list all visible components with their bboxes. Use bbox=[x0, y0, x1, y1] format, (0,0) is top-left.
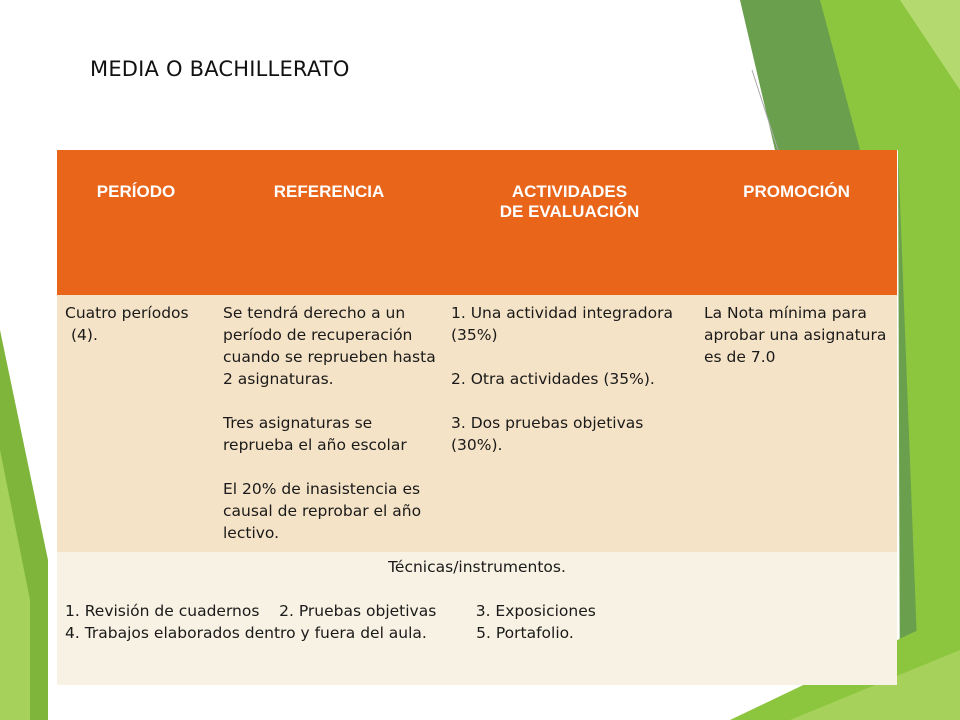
header-referencia: REFERENCIA bbox=[215, 150, 443, 295]
tecnicas-line2: 4. Trabajos elaborados dentro y fuera del aula. 5. Portafolio. bbox=[65, 624, 574, 642]
actividades-p1: 1. Una actividad integradora (35%) bbox=[451, 304, 673, 344]
actividades-p2: 2. Otra actividades (35%). bbox=[451, 370, 655, 388]
table-footer-row bbox=[57, 552, 897, 685]
cell-periodo bbox=[57, 295, 215, 552]
table-header-row bbox=[57, 150, 897, 295]
header-promocion: PROMOCIÓN bbox=[696, 150, 897, 295]
evaluation-table bbox=[57, 150, 897, 685]
header-actividades bbox=[443, 150, 696, 295]
referencia-p2: Tres asignaturas se reprueba el año escolar bbox=[223, 414, 407, 454]
cell-actividades bbox=[443, 295, 696, 552]
tecnicas-title: Técnicas/instrumentos. bbox=[388, 558, 566, 576]
periodo-line1: Cuatro períodos bbox=[65, 304, 189, 322]
table-row bbox=[57, 295, 897, 552]
promocion-text: La Nota mínima para aprobar una asignatura es de 7.0 bbox=[704, 304, 887, 366]
tecnicas-line1: 1. Revisión de cuadernos 2. Pruebas objetivas 3. Exposiciones bbox=[65, 602, 596, 620]
referencia-p1: Se tendrá derecho a un período de recuperación cuando se reprueben hasta 2 asignaturas. bbox=[223, 304, 436, 388]
header-actividades-line2: DE EVALUACIÓN bbox=[499, 202, 640, 221]
header-actividades-line1: ACTIVIDADES bbox=[511, 182, 628, 201]
periodo-line2: (4). bbox=[71, 326, 98, 344]
slide-title: MEDIA O BACHILLERATO bbox=[90, 57, 350, 81]
cell-promocion bbox=[696, 295, 897, 552]
cell-tecnicas bbox=[57, 552, 897, 685]
referencia-p3: El 20% de inasistencia es causal de reprobar el año lectivo. bbox=[223, 480, 422, 542]
header-periodo: PERÍODO bbox=[57, 150, 215, 295]
cell-referencia bbox=[215, 295, 443, 552]
actividades-p3: 3. Dos pruebas objetivas (30%). bbox=[451, 414, 644, 454]
